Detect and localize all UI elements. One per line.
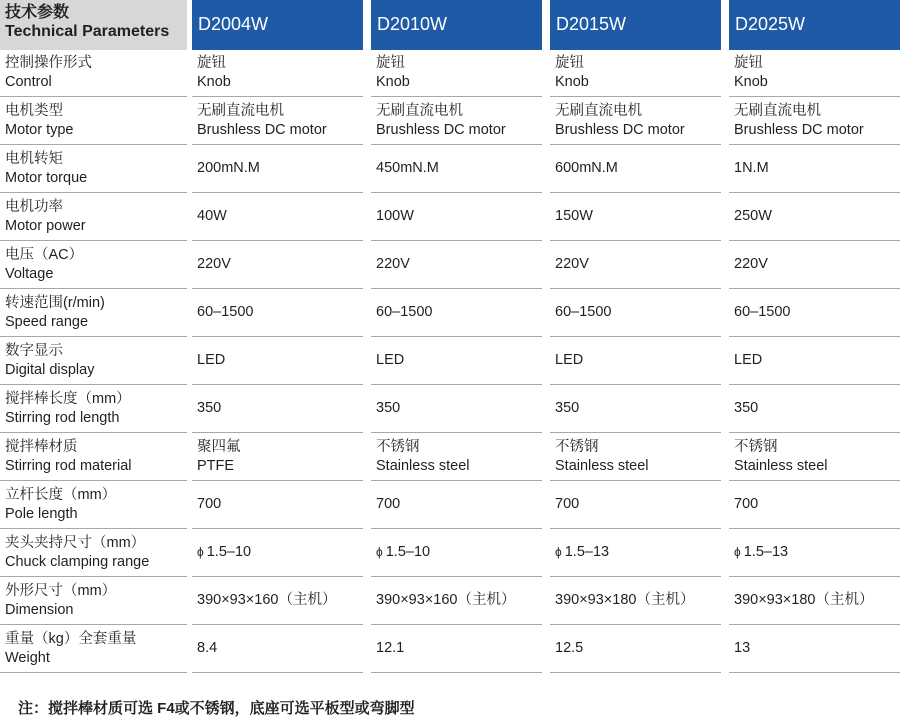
value-line xyxy=(734,351,900,370)
param-label-zh: 搅拌棒长度（mm） xyxy=(5,390,131,407)
value-en: Stainless steel xyxy=(555,457,649,474)
column-gap xyxy=(721,385,729,433)
value-text: LED xyxy=(376,352,405,368)
table-row xyxy=(0,577,900,625)
value-cell xyxy=(371,337,542,385)
value-cell xyxy=(729,337,900,385)
diameter-symbol: ϕ xyxy=(734,545,741,559)
column-gap xyxy=(363,529,371,577)
column-gap xyxy=(363,193,371,241)
value-line xyxy=(555,159,721,178)
value-text: 450mN.M xyxy=(376,160,439,176)
value-cell xyxy=(729,97,900,145)
column-gap xyxy=(721,289,729,337)
value-en: Stainless steel xyxy=(734,457,828,474)
value-cell xyxy=(550,337,721,385)
value-line xyxy=(734,303,900,322)
table-row xyxy=(0,529,900,577)
value-cell xyxy=(192,433,363,481)
value-line xyxy=(555,639,721,658)
value-line xyxy=(197,159,363,178)
value-cell xyxy=(550,433,721,481)
param-label-zh: 转速范围(r/min) xyxy=(5,294,105,311)
column-gap xyxy=(542,481,550,529)
param-label xyxy=(0,193,187,241)
value-line xyxy=(376,303,542,322)
value-cell xyxy=(192,145,363,193)
column-gap xyxy=(363,577,371,625)
value-cell xyxy=(729,625,900,673)
column-gap xyxy=(721,433,729,481)
value-zh: 无刷直流电机 xyxy=(555,102,642,119)
diameter-symbol: ϕ xyxy=(197,545,204,559)
table-row xyxy=(0,385,900,433)
title-zh: 技术参数 xyxy=(5,4,70,21)
value-line xyxy=(734,591,900,610)
value-text: 220V xyxy=(734,256,768,272)
value-cell xyxy=(550,577,721,625)
value-line xyxy=(734,495,900,514)
param-label-en: Digital display xyxy=(5,361,95,378)
column-gap xyxy=(721,529,729,577)
param-label-zh: 数字显示 xyxy=(5,342,63,359)
value-cell xyxy=(192,481,363,529)
value-cell xyxy=(192,337,363,385)
value-en: Stainless steel xyxy=(376,457,470,474)
param-label xyxy=(0,50,187,97)
value-line xyxy=(555,351,721,370)
diameter-symbol: ϕ xyxy=(376,545,383,559)
value-line xyxy=(197,591,363,610)
table-row xyxy=(0,241,900,289)
value-line xyxy=(734,255,900,274)
value-cell xyxy=(729,433,900,481)
value-text: 350 xyxy=(555,400,580,416)
column-gap xyxy=(542,577,550,625)
value-cell xyxy=(371,577,542,625)
param-label-zh: 电机功率 xyxy=(5,198,63,215)
column-gap xyxy=(542,97,550,145)
column-gap xyxy=(363,145,371,193)
column-gap xyxy=(363,0,371,50)
value-text: 220V xyxy=(376,256,410,272)
value-cell xyxy=(550,241,721,289)
value-line xyxy=(734,207,900,226)
value-line xyxy=(555,543,721,562)
table-row xyxy=(0,433,900,481)
column-gap xyxy=(721,241,729,289)
table-row xyxy=(0,481,900,529)
value-en: Brushless DC motor xyxy=(555,121,685,138)
value-cell xyxy=(550,97,721,145)
param-label xyxy=(0,385,187,433)
param-label xyxy=(0,241,187,289)
value-cell xyxy=(192,625,363,673)
value-cell xyxy=(371,241,542,289)
value-text: LED xyxy=(555,352,584,368)
table-row xyxy=(0,193,900,241)
value-en: Brushless DC motor xyxy=(376,121,506,138)
param-label-zh: 外形尺寸（mm） xyxy=(5,582,117,599)
column-gap xyxy=(721,0,729,50)
value-line xyxy=(197,495,363,514)
column-gap xyxy=(542,145,550,193)
column-gap xyxy=(542,241,550,289)
value-text: 12.5 xyxy=(555,640,584,656)
value-text: 700 xyxy=(734,496,759,512)
value-text: 220V xyxy=(555,256,589,272)
value-line xyxy=(197,303,363,322)
column-gap xyxy=(542,193,550,241)
param-label xyxy=(0,97,187,145)
param-label-en: Motor torque xyxy=(5,169,88,186)
value-line xyxy=(555,255,721,274)
value-cell xyxy=(371,97,542,145)
value-line xyxy=(555,303,721,322)
value-text: 12.1 xyxy=(376,640,405,656)
value-text: 1.5–13 xyxy=(743,544,789,560)
value-line xyxy=(376,639,542,658)
param-label xyxy=(0,481,187,529)
param-label xyxy=(0,337,187,385)
table-row xyxy=(0,97,900,145)
value-line xyxy=(376,543,542,562)
value-en: PTFE xyxy=(197,457,235,474)
column-gap xyxy=(721,145,729,193)
value-en: Knob xyxy=(734,74,768,90)
param-label-zh: 搅拌棒材质 xyxy=(5,438,78,455)
value-cell xyxy=(192,289,363,337)
value-text: 60–1500 xyxy=(197,304,254,320)
column-gap xyxy=(721,97,729,145)
value-cell xyxy=(729,481,900,529)
value-cell xyxy=(192,385,363,433)
param-label-en: Motor type xyxy=(5,121,74,138)
value-en: Brushless DC motor xyxy=(197,121,327,138)
value-cell xyxy=(192,577,363,625)
model-header: D2025W xyxy=(729,0,900,50)
column-gap xyxy=(363,625,371,673)
model-header: D2010W xyxy=(371,0,542,50)
value-text: 390×93×160（主机） xyxy=(376,592,516,608)
param-label-zh: 夹头夹持尺寸（mm） xyxy=(5,534,146,551)
value-zh: 旋钮 xyxy=(376,55,405,71)
value-line xyxy=(376,399,542,418)
column-gap xyxy=(542,385,550,433)
column-gap xyxy=(542,337,550,385)
value-line xyxy=(555,591,721,610)
param-label-zh: 电机转矩 xyxy=(5,150,63,167)
value-cell xyxy=(729,529,900,577)
value-text: 8.4 xyxy=(197,640,218,656)
value-line xyxy=(376,159,542,178)
param-label-zh: 重量（kg）全套重量 xyxy=(5,630,137,647)
column-gap xyxy=(721,337,729,385)
column-gap xyxy=(363,481,371,529)
value-cell xyxy=(371,289,542,337)
param-label-zh: 电机类型 xyxy=(5,102,63,119)
table-title xyxy=(0,0,187,50)
value-cell xyxy=(729,145,900,193)
value-line xyxy=(376,591,542,610)
value-text: 1.5–13 xyxy=(564,544,610,560)
column-gap xyxy=(363,385,371,433)
value-line xyxy=(197,351,363,370)
param-label-en: Dimension xyxy=(5,601,74,618)
table-row xyxy=(0,337,900,385)
value-line xyxy=(197,207,363,226)
column-gap xyxy=(542,289,550,337)
column-gap xyxy=(542,433,550,481)
value-text: 100W xyxy=(376,208,414,224)
column-gap xyxy=(542,50,550,97)
param-label-zh: 立杆长度（mm） xyxy=(5,486,117,503)
table-row xyxy=(0,289,900,337)
param-label xyxy=(0,529,187,577)
value-zh: 聚四氟 xyxy=(197,438,241,455)
param-label xyxy=(0,145,187,193)
value-cell xyxy=(729,241,900,289)
model-header: D2004W xyxy=(192,0,363,50)
column-gap xyxy=(721,625,729,673)
value-zh: 不锈钢 xyxy=(734,438,778,455)
value-cell xyxy=(729,193,900,241)
value-zh: 无刷直流电机 xyxy=(376,102,463,119)
value-cell xyxy=(729,577,900,625)
value-cell xyxy=(192,97,363,145)
value-zh: 旋钮 xyxy=(555,55,584,71)
value-line xyxy=(734,639,900,658)
value-text: 350 xyxy=(376,400,401,416)
value-cell xyxy=(192,241,363,289)
value-line xyxy=(376,495,542,514)
value-text: 1.5–10 xyxy=(385,544,431,560)
value-line xyxy=(734,543,900,562)
value-text: 13 xyxy=(734,640,751,656)
value-cell xyxy=(371,145,542,193)
value-cell xyxy=(550,385,721,433)
value-cell xyxy=(371,193,542,241)
value-cell xyxy=(371,385,542,433)
value-text: 40W xyxy=(197,208,227,224)
value-cell xyxy=(550,625,721,673)
column-gap xyxy=(363,241,371,289)
table-row xyxy=(0,50,900,97)
value-text: 60–1500 xyxy=(376,304,433,320)
value-text: 600mN.M xyxy=(555,160,618,176)
param-label-en: Weight xyxy=(5,649,50,666)
column-gap xyxy=(363,97,371,145)
value-text: 60–1500 xyxy=(555,304,612,320)
value-en: Brushless DC motor xyxy=(734,121,864,138)
value-cell xyxy=(729,289,900,337)
value-line xyxy=(197,543,363,562)
column-gap xyxy=(721,193,729,241)
table-row xyxy=(0,625,900,673)
value-en: Knob xyxy=(197,74,231,90)
value-line xyxy=(555,399,721,418)
header-row xyxy=(0,0,900,50)
param-label-en: Stirring rod material xyxy=(5,457,132,474)
value-text: 350 xyxy=(734,400,759,416)
param-label-en: Speed range xyxy=(5,313,89,330)
value-cell xyxy=(192,193,363,241)
value-line xyxy=(197,255,363,274)
spec-body xyxy=(0,50,900,673)
param-label-en: Chuck clamping range xyxy=(5,553,150,570)
param-label xyxy=(0,289,187,337)
value-cell xyxy=(371,433,542,481)
value-text: 700 xyxy=(376,496,401,512)
value-line xyxy=(734,159,900,178)
value-text: 220V xyxy=(197,256,231,272)
column-gap xyxy=(363,337,371,385)
value-cell xyxy=(371,50,542,97)
value-text: 1.5–10 xyxy=(206,544,252,560)
param-label-zh: 电压（AC） xyxy=(5,246,84,263)
value-cell xyxy=(192,529,363,577)
value-text: 1N.M xyxy=(734,160,769,176)
value-text: 60–1500 xyxy=(734,304,791,320)
param-label-en: Voltage xyxy=(5,265,54,282)
value-cell xyxy=(371,481,542,529)
title-en: Technical Parameters xyxy=(5,23,170,40)
column-gap xyxy=(363,289,371,337)
value-cell xyxy=(550,145,721,193)
value-zh: 不锈钢 xyxy=(555,438,599,455)
value-cell xyxy=(550,529,721,577)
value-zh: 旋钮 xyxy=(734,55,763,71)
value-line xyxy=(376,255,542,274)
value-cell xyxy=(729,385,900,433)
column-gap xyxy=(721,481,729,529)
value-cell xyxy=(550,481,721,529)
value-text: 200mN.M xyxy=(197,160,260,176)
value-line xyxy=(555,207,721,226)
value-text: 390×93×180（主机） xyxy=(734,592,874,608)
value-text: 150W xyxy=(555,208,593,224)
value-text: 390×93×160（主机） xyxy=(197,592,337,608)
footnote: 注：搅拌棒材质可选 F4或不锈钢，底座可选平板型或弯脚型 xyxy=(18,700,415,717)
param-label xyxy=(0,433,187,481)
param-label-en: Control xyxy=(5,74,52,90)
column-gap xyxy=(721,577,729,625)
param-label xyxy=(0,625,187,673)
value-zh: 不锈钢 xyxy=(376,438,420,455)
value-text: 250W xyxy=(734,208,772,224)
value-cell xyxy=(371,529,542,577)
value-text: LED xyxy=(197,352,226,368)
value-zh: 无刷直流电机 xyxy=(197,102,284,119)
value-text: 350 xyxy=(197,400,222,416)
value-line xyxy=(197,639,363,658)
diameter-symbol: ϕ xyxy=(555,545,562,559)
value-cell xyxy=(550,193,721,241)
value-text: 700 xyxy=(197,496,222,512)
value-line xyxy=(376,351,542,370)
table-row xyxy=(0,145,900,193)
value-en: Knob xyxy=(376,74,410,90)
column-gap xyxy=(542,529,550,577)
value-cell xyxy=(192,50,363,97)
value-line xyxy=(376,207,542,226)
value-line xyxy=(555,495,721,514)
param-label-en: Motor power xyxy=(5,217,86,234)
column-gap xyxy=(542,0,550,50)
value-zh: 旋钮 xyxy=(197,55,226,71)
column-gap xyxy=(363,433,371,481)
value-en: Knob xyxy=(555,74,589,90)
column-gap xyxy=(721,50,729,97)
value-text: LED xyxy=(734,352,763,368)
value-zh: 无刷直流电机 xyxy=(734,102,821,119)
value-text: 390×93×180（主机） xyxy=(555,592,695,608)
value-text: 700 xyxy=(555,496,580,512)
value-line xyxy=(734,399,900,418)
param-label-zh: 控制操作形式 xyxy=(5,55,92,71)
column-gap xyxy=(363,50,371,97)
param-label xyxy=(0,577,187,625)
model-header: D2015W xyxy=(550,0,721,50)
value-cell xyxy=(550,289,721,337)
value-line xyxy=(197,399,363,418)
value-cell xyxy=(550,50,721,97)
param-label-en: Pole length xyxy=(5,505,78,522)
param-label-en: Stirring rod length xyxy=(5,409,120,426)
value-cell xyxy=(729,50,900,97)
column-gap xyxy=(542,625,550,673)
value-cell xyxy=(371,625,542,673)
